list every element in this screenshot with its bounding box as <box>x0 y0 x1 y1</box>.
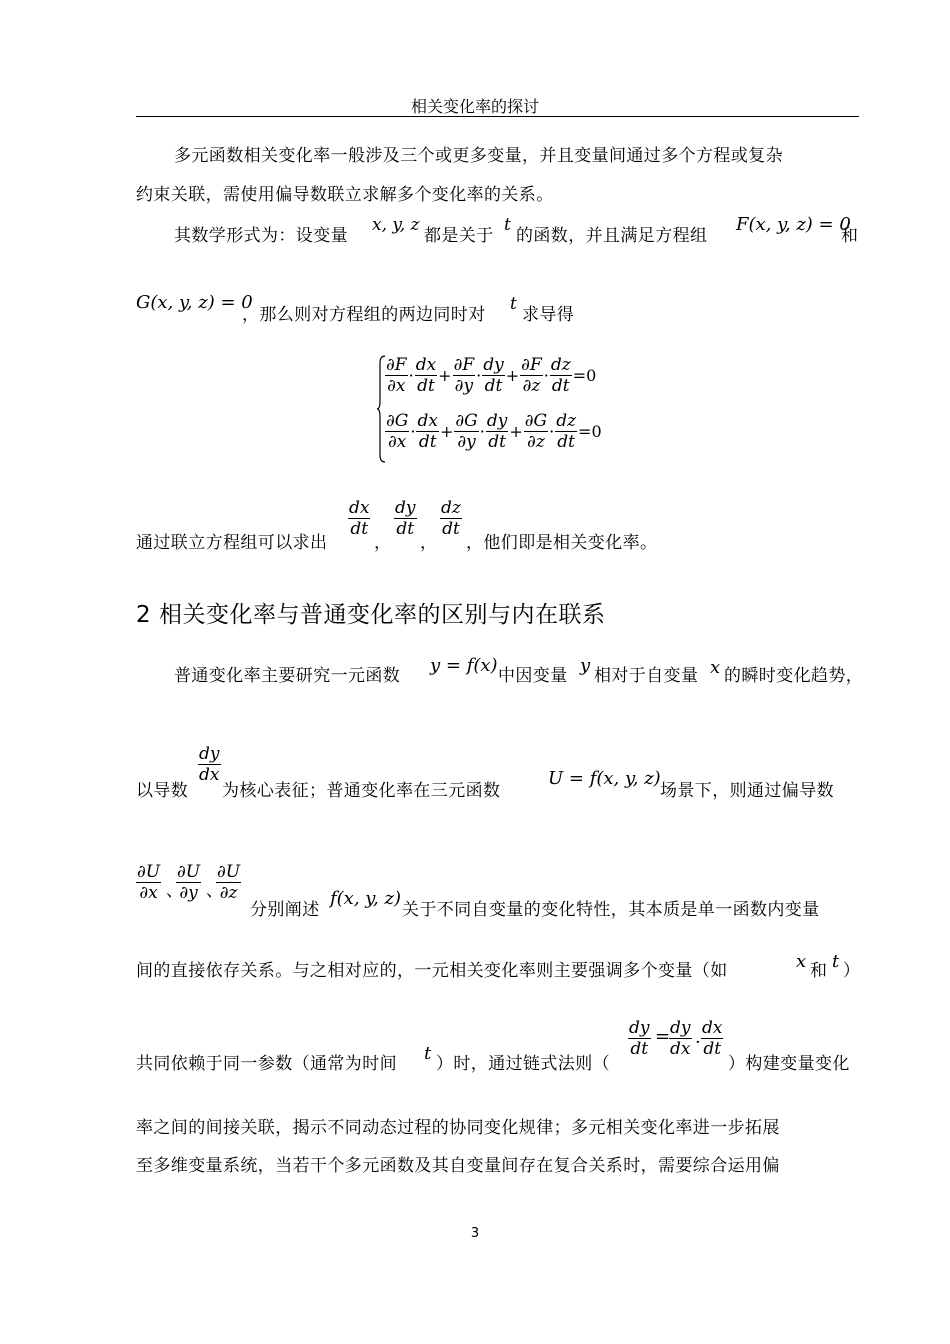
paragraph-line: 其数学形式为：设变量 <box>174 226 348 246</box>
paragraph-line: 多元函数相关变化率一般涉及三个或更多变量，并且变量间通过多个方程或复杂 <box>174 146 783 166</box>
equals-sign: = <box>655 1026 671 1047</box>
paragraph-text: ，他们即是相关变化率。 <box>466 533 658 553</box>
fraction-dU-dz: $\frac{\partial U}{\partial z}$ <box>217 862 241 903</box>
paragraph-text: 共同依赖于同一参数（通常为时间 <box>136 1054 397 1074</box>
paragraph-text: 和 <box>810 961 828 981</box>
separator: ， <box>374 533 392 553</box>
separator: 、 <box>206 881 224 901</box>
paragraph-text: 间的直接依存关系。与之相对应的，一元相关变化率则主要强调多个变量（如 <box>136 961 728 981</box>
paragraph-line: 率之间的间接关联，揭示不同动态过程的协同变化规律；多元相关变化率进一步拓展 <box>136 1118 780 1138</box>
math-inline: y <box>580 655 591 676</box>
fraction-dz-dt: $\frac{dz}{dt}$ <box>441 498 461 539</box>
separator: ， <box>420 533 438 553</box>
math-inline: t <box>504 215 511 235</box>
fraction-dx-dt: $\frac{dx}{dt}$ <box>702 1018 723 1059</box>
paragraph-text: 通过联立方程组可以求出 <box>136 533 328 553</box>
paragraph-text: 求导得 <box>522 305 575 325</box>
fraction-dU-dy: $\frac{\partial U}{\partial y}$ <box>177 862 201 903</box>
paragraph-text: 的瞬时变化趋势， <box>724 666 864 686</box>
page-number: 3 <box>470 1226 480 1241</box>
fraction-dy-dt: $\frac{dy}{dt}$ <box>395 498 416 539</box>
paragraph-text: ） <box>843 961 861 981</box>
paragraph-text: 关于不同自变量的变化特性，其本质是单一函数内变量 <box>402 900 820 920</box>
paragraph-text: 中因变量 <box>498 666 568 686</box>
math-inline: x <box>710 657 721 678</box>
math-inline: U = f(x, y, z) <box>548 768 661 789</box>
paragraph-text: ）构建变量变化 <box>728 1054 850 1074</box>
paragraph-text: 和 <box>841 226 859 246</box>
equation-row-1: $\frac{\partial F}{\partial x}$ · $\frac{dx}{dt}$ + $\frac{\partial F}{\partial y}$ · $\frac{dy}{dt}$ + $\frac{\partial F}{\partial z}$ · $\frac{dz}{dt}$ =0 <box>386 355 597 396</box>
math-inline: G(x, y, z) = 0 <box>136 292 253 313</box>
paragraph-text: 分别阐述 <box>250 900 320 920</box>
math-inline: x, y, z <box>372 215 420 235</box>
paragraph-text: 场景下，则通过偏导数 <box>660 781 834 801</box>
running-header: 相关变化率的探讨 <box>410 97 539 116</box>
math-inline: t <box>832 951 840 972</box>
fraction-dy-dt: $\frac{dy}{dt}$ <box>629 1018 650 1059</box>
math-inline: f(x, y, z) <box>330 888 402 909</box>
fraction-dy-dx: $\frac{dy}{dx}$ <box>670 1018 691 1059</box>
header-rule <box>136 116 859 117</box>
fraction-dU-dx: $\frac{\partial U}{\partial x}$ <box>137 862 161 903</box>
paragraph-text: 普通变化率主要研究一元函数 <box>174 666 401 686</box>
fraction-dy-dx: $\frac{dy}{dx}$ <box>199 744 220 785</box>
paragraph-text: 为核心表征；普通变化率在三元函数 <box>222 781 501 801</box>
dot-operator: · <box>695 1032 701 1053</box>
math-inline: F(x, y, z) = 0 <box>736 214 851 235</box>
math-inline: t <box>424 1043 432 1064</box>
paragraph-line: 约束关联，需使用偏导数联立求解多个变化率的关系。 <box>136 185 554 205</box>
math-inline: t <box>510 294 517 314</box>
paragraph-text: 的函数，并且满足方程组 <box>516 226 708 246</box>
equation-row-2: $\frac{\partial G}{\partial x}$ · $\frac{dx}{dt}$ + $\frac{\partial G}{\partial y}$ · $\frac{dy}{dt}$ + $\frac{\partial G}{\partial z}$ · $\frac{dz}{dt}$ =0 <box>386 411 602 452</box>
math-inline: y = f(x) <box>430 655 498 676</box>
paragraph-line: 至多维变量系统，当若干个多元函数及其自变量间存在复合关系时，需要综合运用偏 <box>136 1156 780 1176</box>
separator: 、 <box>166 881 184 901</box>
paragraph-text: 相对于自变量 <box>594 666 699 686</box>
math-inline: x <box>796 951 807 972</box>
section-heading: 2 相关变化率与普通变化率的区别与内在联系 <box>136 602 606 628</box>
paragraph-text: 都是关于 <box>424 226 494 246</box>
fraction-dx-dt: $\frac{dx}{dt}$ <box>349 498 370 539</box>
paragraph-text: ）时，通过链式法则（ <box>436 1054 610 1074</box>
paragraph-text: ，那么则对方程组的两边同时对 <box>242 305 486 325</box>
paragraph-text: 以导数 <box>136 781 189 801</box>
